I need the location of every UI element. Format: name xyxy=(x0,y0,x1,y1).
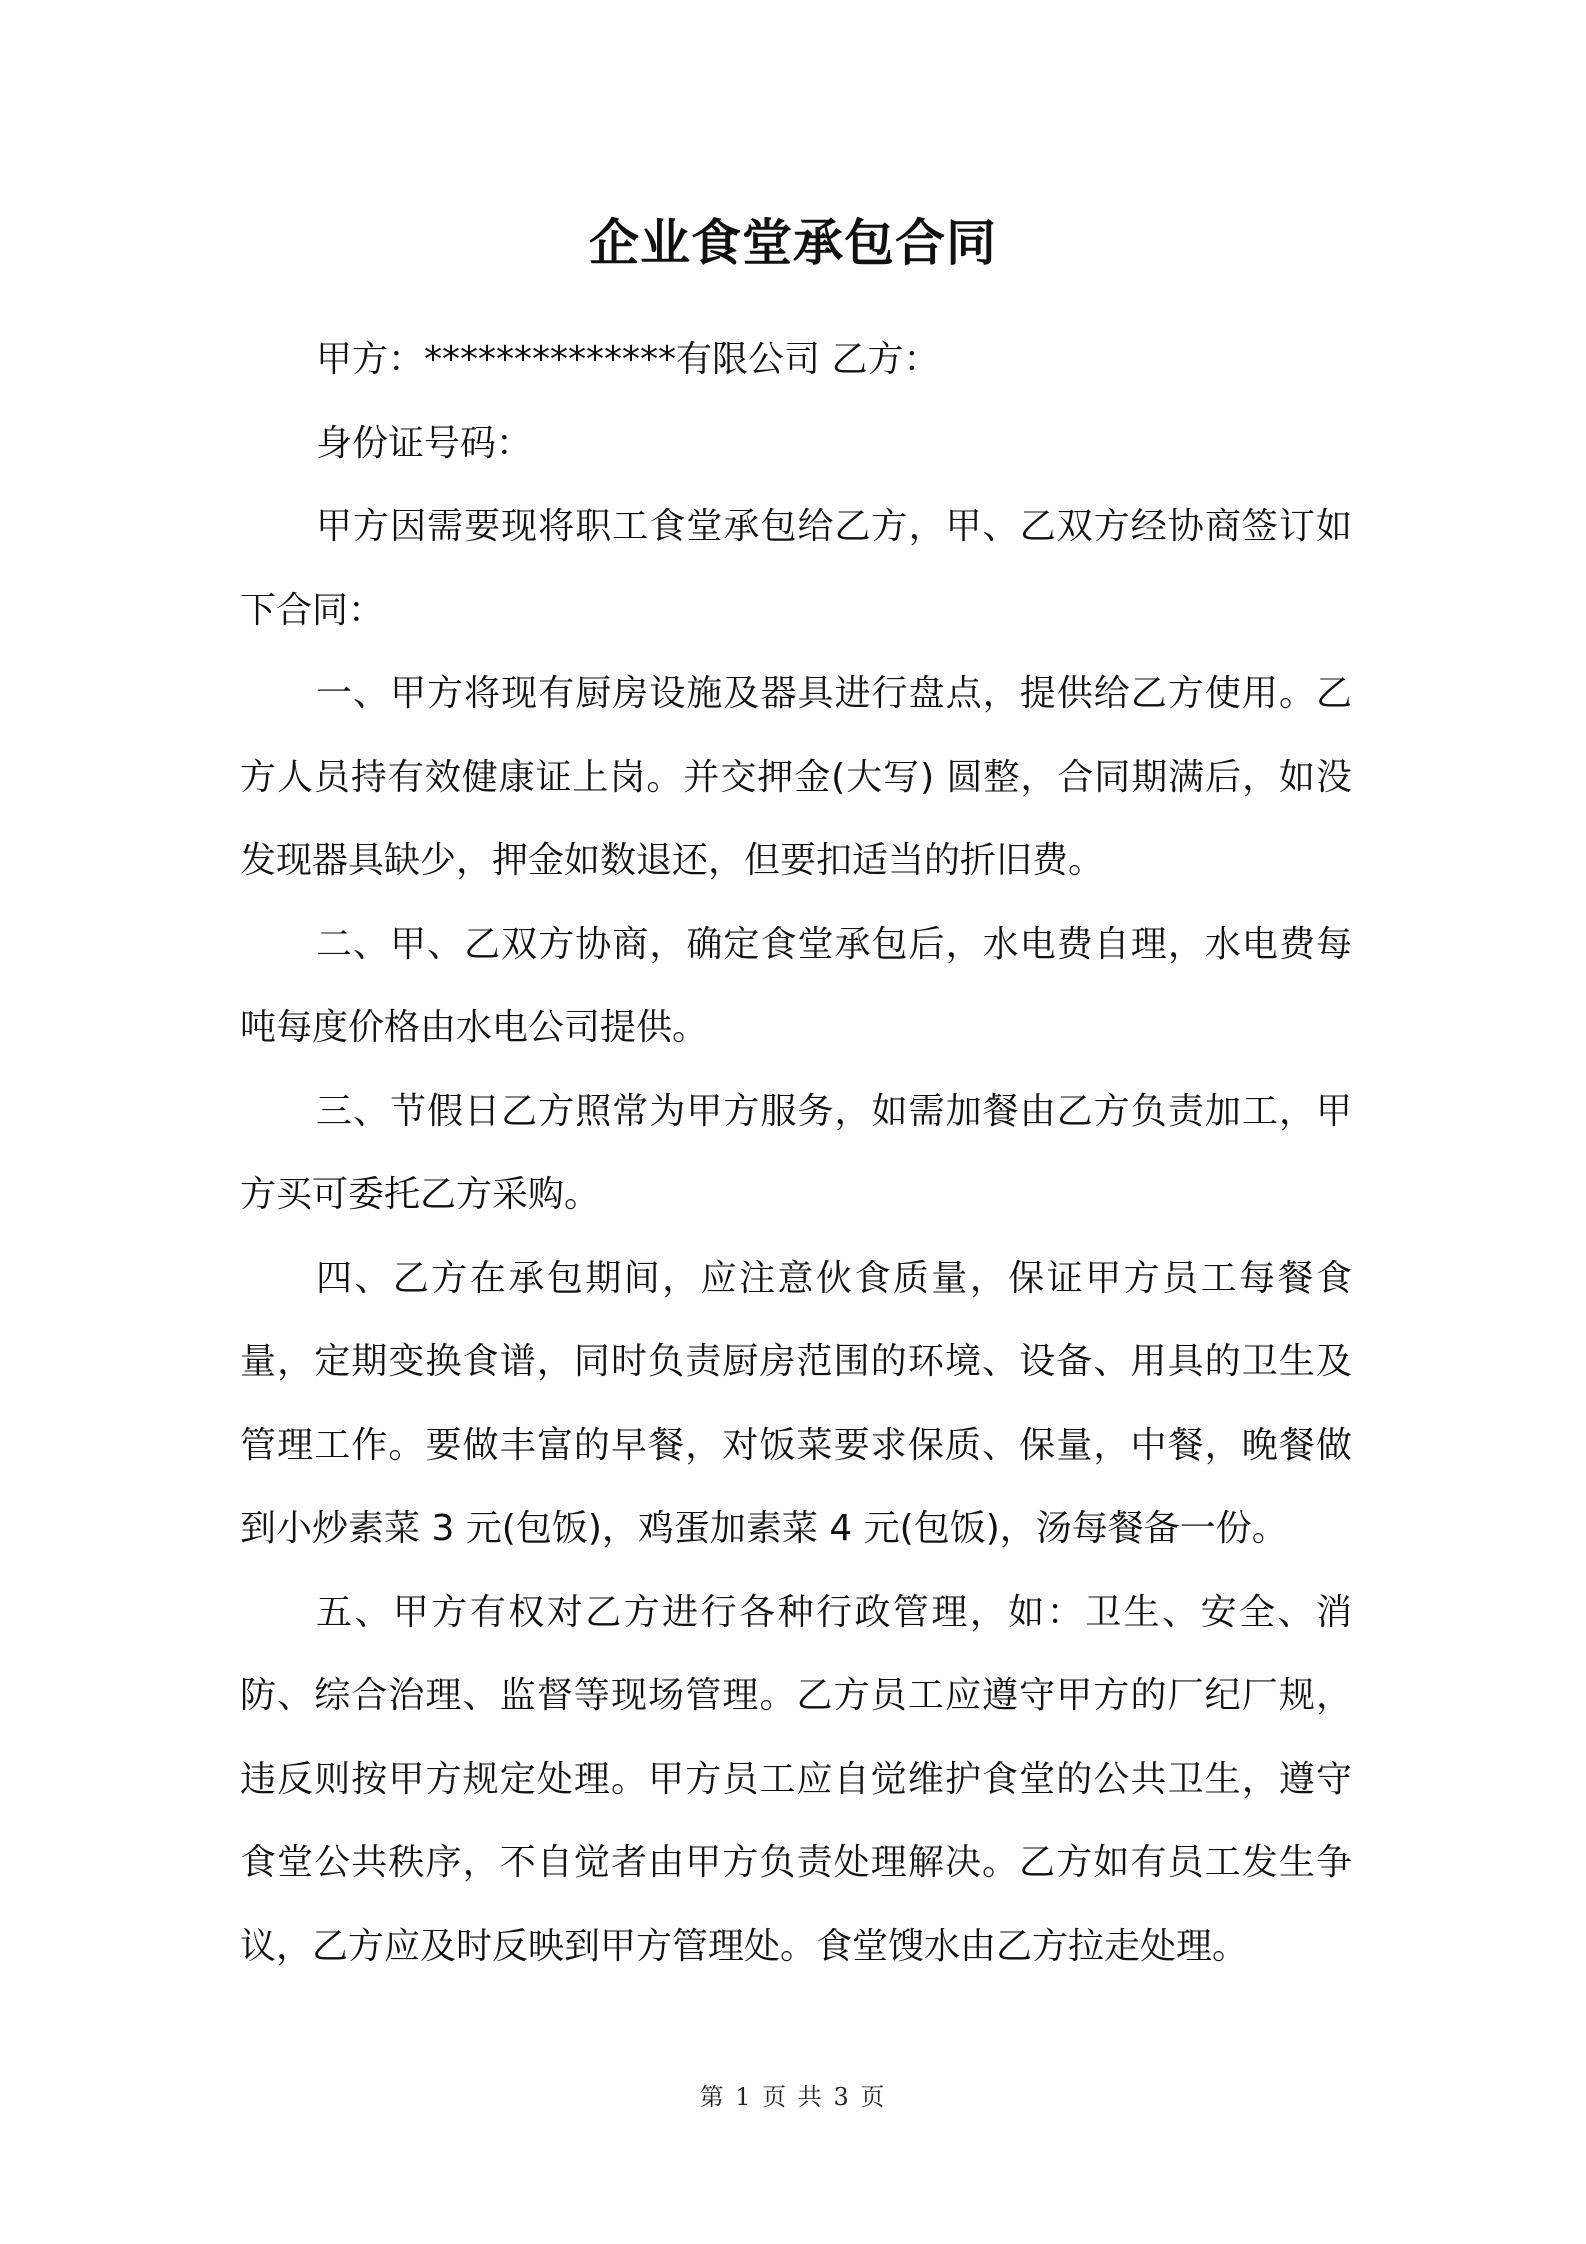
party-a-line: 甲方：**************有限公司 乙方： xyxy=(316,339,940,380)
page-number: 第 1 页 共 3 页 xyxy=(699,2083,887,2111)
clause-2: 二、甲、乙双方协商，确定食堂承包后，水电费自理，水电费每吨每度价格由水电公司提供。 xyxy=(240,923,1352,1048)
document-body xyxy=(240,318,1352,1988)
clause-1: 一、甲方将现有厨房设施及器具进行盘点，提供给乙方使用。乙方人员持有效健康证上岗。并交押金(大写) 圆整，合同期满后，如没发现器具缺少，押金如数退还，但要扣适当的折旧费。 xyxy=(240,673,1352,881)
clause-3: 三、节假日乙方照常为甲方服务，如需加餐由乙方负责加工，甲方买可委托乙方采购。 xyxy=(240,1090,1352,1215)
document-title: 企业食堂承包合同 xyxy=(589,214,997,272)
intro-paragraph: 甲方因需要现将职工食堂承包给乙方，甲、乙双方经协商签订如下合同： xyxy=(240,506,1352,631)
id-number-line: 身份证号码： xyxy=(316,422,533,464)
clause-4: 四、乙方在承包期间，应注意伙食质量，保证甲方员工每餐食量，定期变换食谱，同时负责厨房范围的环境、设备、用具的卫生及管理工作。要做丰富的早餐，对饭菜要求保质、保量，中餐，晚餐做到小炒素菜 3 元(包饭)，鸡蛋加素菜 4 元(包饭)，汤每餐备一份。 xyxy=(240,1257,1352,1549)
clause-5: 五、甲方有权对乙方进行各种行政管理，如：卫生、安全、消防、综合治理、监督等现场管理。乙方员工应遵守甲方的厂纪厂规，违反则按甲方规定处理。甲方员工应自觉维护食堂的公共卫生，遵守食堂公共秩序，不自觉者由甲方负责处理解决。乙方如有员工发生争议，乙方应及时反映到甲方管理处。食堂馊水由乙方拉走处理。 xyxy=(240,1591,1352,1967)
